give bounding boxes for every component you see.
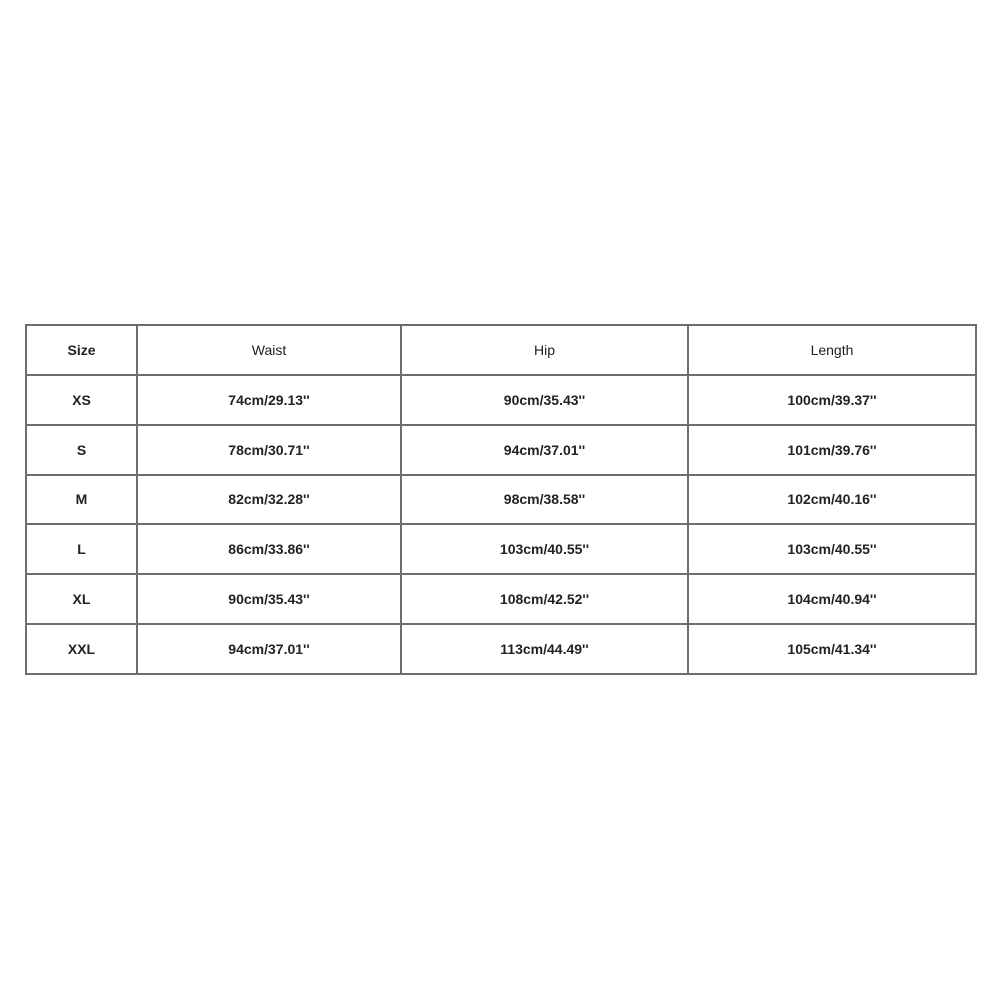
cell-hip: 113cm/44.49'' (401, 624, 688, 674)
cell-size: XXL (26, 624, 137, 674)
cell-waist: 90cm/35.43'' (137, 574, 401, 624)
cell-length: 104cm/40.94'' (688, 574, 976, 624)
cell-length: 100cm/39.37'' (688, 375, 976, 425)
table-header-row (26, 325, 976, 375)
table-row (26, 375, 976, 425)
cell-size: S (26, 425, 137, 475)
cell-waist: 74cm/29.13'' (137, 375, 401, 425)
cell-hip: 103cm/40.55'' (401, 524, 688, 574)
header-length: Length (688, 325, 976, 375)
header-waist: Waist (137, 325, 401, 375)
header-size: Size (26, 325, 137, 375)
cell-hip: 94cm/37.01'' (401, 425, 688, 475)
cell-length: 102cm/40.16'' (688, 475, 976, 525)
cell-size: XS (26, 375, 137, 425)
table-row (26, 624, 976, 674)
cell-hip: 90cm/35.43'' (401, 375, 688, 425)
cell-waist: 82cm/32.28'' (137, 475, 401, 525)
cell-length: 105cm/41.34'' (688, 624, 976, 674)
table-row (26, 425, 976, 475)
cell-length: 103cm/40.55'' (688, 524, 976, 574)
cell-waist: 78cm/30.71'' (137, 425, 401, 475)
cell-size: M (26, 475, 137, 525)
cell-hip: 98cm/38.58'' (401, 475, 688, 525)
cell-length: 101cm/39.76'' (688, 425, 976, 475)
cell-waist: 86cm/33.86'' (137, 524, 401, 574)
table-row (26, 524, 976, 574)
header-hip: Hip (401, 325, 688, 375)
cell-hip: 108cm/42.52'' (401, 574, 688, 624)
table-row (26, 475, 976, 525)
cell-size: L (26, 524, 137, 574)
table-row (26, 574, 976, 624)
cell-waist: 94cm/37.01'' (137, 624, 401, 674)
size-chart-table (25, 324, 977, 675)
cell-size: XL (26, 574, 137, 624)
